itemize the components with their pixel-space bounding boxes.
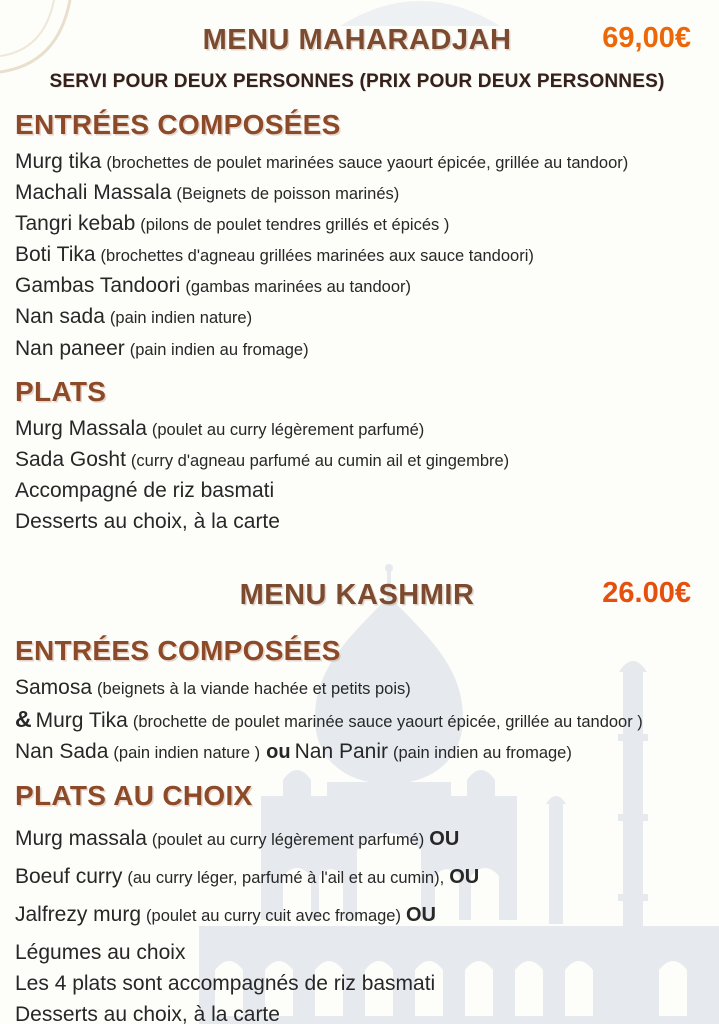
menu-item [15, 337, 699, 360]
dish-desc: (brochette de poulet marinée sauce yaourt épicée, grillée au tandoor ) [132, 713, 643, 732]
section-heading-entrees-1: ENTRÉES COMPOSÉES [15, 109, 341, 140]
or-suffix: OU [429, 827, 460, 850]
dish-name: Gambas Tandoori [15, 274, 181, 298]
dish-desc: (pilons de poulet tendres grillés et épicés ) [140, 216, 450, 235]
menu-item [15, 274, 699, 297]
menu-item [15, 510, 699, 533]
dish-name: Machali Massala [15, 181, 172, 205]
menu-maharadjah-price: 69,00€ [602, 22, 691, 54]
dish-name: Sada Gosht [15, 447, 126, 471]
dish-name: Nan paneer [15, 336, 125, 360]
menu-item [15, 865, 699, 888]
menu-item [15, 827, 699, 850]
menu-item [15, 479, 699, 502]
menu-item [15, 903, 699, 926]
menu-item [15, 972, 699, 995]
dish-desc: (beignets à la viande hachée et petits pois) [97, 680, 411, 699]
menu-item [15, 941, 699, 964]
or-suffix: OU [405, 903, 436, 926]
dish-name: Desserts au choix, à la carte [15, 1002, 280, 1024]
menu-item [15, 305, 699, 328]
dish-name: Murg Massala [15, 416, 147, 440]
dish-desc: (Beignets de poisson marinés) [176, 185, 400, 204]
dish-desc: (pain indien au fromage) [129, 340, 309, 359]
menu-item [15, 212, 699, 235]
dish-desc: (brochettes d'agneau grillées marinées aux sauce tandoori) [100, 247, 534, 266]
dish-name: Nan Panir [294, 740, 388, 764]
dish-name: Murg Tika [35, 709, 128, 733]
menu-kashmir-header [15, 579, 699, 619]
menu-item [15, 707, 699, 732]
menu-item [15, 181, 699, 204]
dish-desc: (au curry léger, parfumé à l'ail et au cumin), [127, 868, 445, 887]
dish-name: Nan sada [15, 305, 105, 329]
dish-name: Murg tika [15, 150, 102, 173]
menu-item [15, 676, 699, 699]
dish-name: Samosa [15, 676, 93, 700]
dish-name: Légumes au choix [15, 940, 186, 964]
menu-maharadjah-title: MENU MAHARADJAH [202, 24, 512, 56]
menu-item [15, 1003, 699, 1024]
dish-name: Desserts au choix, à la carte [15, 509, 280, 533]
menu-kashmir-title: MENU KASHMIR [239, 579, 475, 612]
dish-name: Boeuf curry [15, 864, 123, 888]
ampersand-mark: & [15, 706, 32, 733]
dish-desc: (poulet au curry légèrement parfumé) [151, 420, 425, 439]
or-connector: ou [266, 741, 291, 764]
section-heading-plats-2: PLATS AU CHOIX [15, 779, 253, 811]
menu-item [15, 417, 699, 440]
menu-item [15, 150, 699, 173]
section-heading-plats-1: PLATS [15, 375, 107, 407]
section-heading-entrees-2: ENTRÉES COMPOSÉES [15, 635, 341, 667]
menu-maharadjah-header [15, 0, 699, 64]
dish-name: Tangri kebab [15, 212, 136, 236]
dish-desc: (gambas marinées au tandoor) [185, 278, 411, 297]
dish-desc: (poulet au curry légèrement parfumé) [151, 830, 425, 849]
dish-desc: (pain indien nature ) [113, 744, 261, 763]
dish-name: Les 4 plats sont accompagnés de riz basmati [15, 971, 436, 995]
menu-item [15, 740, 699, 763]
dish-name: Accompagné de riz basmati [15, 478, 275, 502]
menu-item [15, 243, 699, 266]
menu-maharadjah-subtitle: SERVI POUR DEUX PERSONNES (PRIX POUR DEUX PERSONNES) [49, 71, 665, 92]
dish-desc: (poulet au curry cuit avec fromage) [146, 906, 401, 925]
menu-item [15, 448, 699, 471]
dish-name: Nan Sada [15, 740, 109, 764]
menu-kashmir-price: 26.00€ [602, 577, 691, 610]
dish-desc: (curry d'agneau parfumé au cumin ail et gingembre) [130, 451, 510, 470]
dish-desc: (brochettes de poulet marinées sauce yaourt épicée, grillée au tandoor) [106, 154, 629, 172]
dish-name: Boti Tika [15, 243, 96, 267]
dish-desc: (pain indien nature) [109, 309, 253, 328]
or-suffix: OU [449, 865, 480, 888]
dish-desc: (pain indien au fromage) [393, 744, 572, 763]
dish-name: Jalfrezy murg [15, 902, 142, 926]
dish-name: Murg massala [15, 826, 147, 850]
